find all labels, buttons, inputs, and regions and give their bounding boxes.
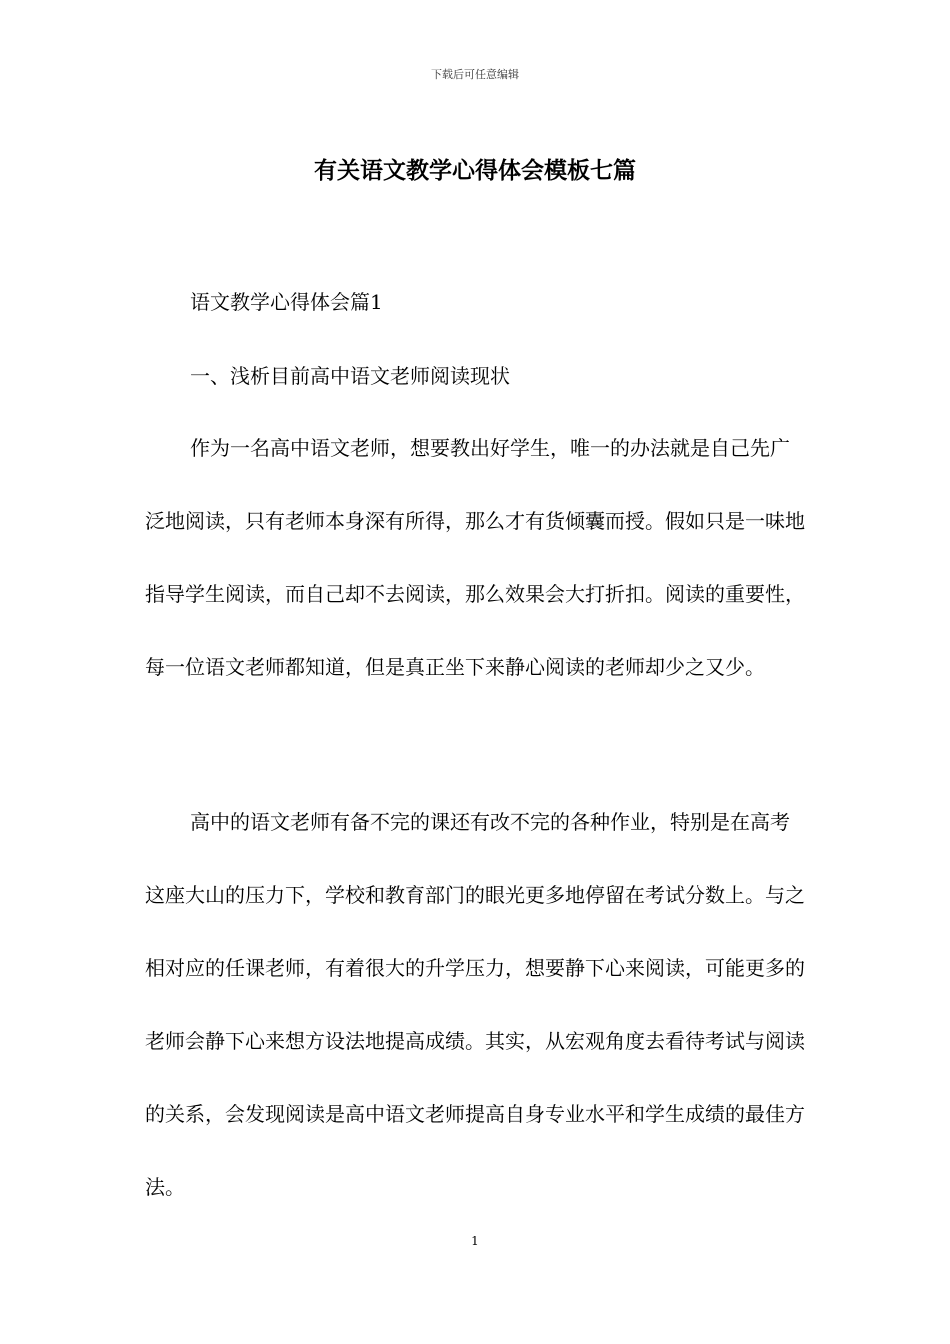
paragraph-1: 作为一名高中语文老师，想要教出好学生，唯一的办法就是自己先广泛地阅读，只有老师本身深有所得，那么才有货倾囊而授。假如只是一味地指导学生阅读，而自己却不去阅读，那么效果会大打折扣。阅读的重要性，每一位语文老师都知道，但是真正坐下来静心阅读的老师却少之又少。 [145,436,805,679]
header-note: 下载后可任意编辑 [431,68,519,81]
document-title: 有关语文教学心得体会模板七篇 [314,157,636,184]
section-heading: 语文教学心得体会篇1 [190,290,383,314]
page-number: 1 [471,1234,479,1248]
paragraph-2: 高中的语文老师有备不完的课还有改不完的各种作业，特别是在高考这座大山的压力下，学校和教育部门的眼光更多地停留在考试分数上。与之相对应的任课老师，有着很大的升学压力，想要静下心来阅读，可能更多的老师会静下心来想方设法地提高成绩。其实，从宏观角度去看待考试与阅读的关系，会发现阅读是高中语文老师提高自身专业水平和学生成绩的最佳方法。 [145,810,805,1199]
subheading: 一、浅析目前高中语文老师阅读现状 [190,364,510,388]
